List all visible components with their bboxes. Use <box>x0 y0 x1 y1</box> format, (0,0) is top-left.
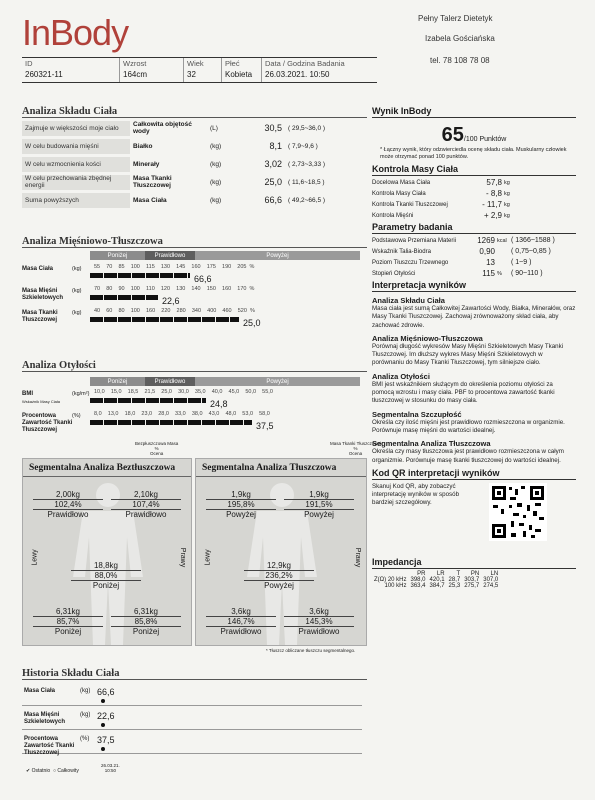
seg_lean-kg: 2,00kg <box>33 490 103 500</box>
head-normal: Prawidłowo <box>145 251 195 260</box>
history-legend <box>26 768 79 774</box>
obesity-bar <box>90 398 206 403</box>
mc-key: Kontrola Mięśni <box>372 212 414 219</box>
muscle_fat-bar <box>90 295 158 300</box>
interp-text: Określa czy ilość mięśni jest prawidłowo rozmieszczona w organizmie. Porównuje masę mięśni do wartości idealnej. <box>372 418 565 434</box>
ob-head-below: Poniżej <box>90 377 145 386</box>
seg_lean-eval: Prawidłowo <box>47 510 89 519</box>
mc-value: - 11,7 <box>482 200 502 209</box>
seg-fat-right: Prawy <box>354 547 362 568</box>
interp-title: Interpretacja wyników <box>372 280 576 292</box>
clinic-phone: tel. 78 108 78 08 <box>430 56 490 65</box>
obesity-row <box>22 389 372 409</box>
obesity-label-text: Procentowa Zawartość Tkanki Tłuszczowej <box>22 413 73 433</box>
interp-heading: Segmentalna Analiza Tłuszczowa <box>372 439 491 449</box>
comp-range: ( 7,9~9,6 ) <box>288 142 318 150</box>
param-unit: kcal <box>497 237 507 244</box>
seg_fat-pct: 195,8% <box>206 500 276 510</box>
seg-fat-title: Segmentalna Analiza Tłuszczowa <box>196 459 366 477</box>
composition-row <box>22 138 367 154</box>
seg_lean-cell <box>111 490 181 519</box>
seg_fat-cell <box>284 607 354 636</box>
id-label: ID <box>25 59 33 68</box>
muscle_fat-bar <box>90 317 239 322</box>
inbody-logo: InBody <box>22 12 129 53</box>
mc-key: Docelowa Masa Ciała <box>372 179 431 186</box>
muscle_fat-ticks: 40 60 80 100 160 220 280 340 400 460 520 % <box>94 308 255 314</box>
obesity-bar-value: 24,8 <box>210 399 228 409</box>
impedance-title: Impedancja <box>372 557 576 569</box>
history-unit: (kg) <box>80 688 91 694</box>
imp-val: 398,0 <box>410 576 426 583</box>
age-value: 32 <box>187 70 196 79</box>
mc-unit: kg <box>504 190 510 197</box>
comp-desc: W celu budowania mięśni <box>22 139 130 154</box>
comp-unit: (kg) <box>210 196 222 204</box>
param-unit: % <box>497 270 502 277</box>
comp-range: ( 29,5~36,0 ) <box>288 124 326 132</box>
history-row <box>22 684 362 706</box>
seg-lean-legend: Bezpłuszczowa Masa % Ocena <box>135 441 179 456</box>
obesity-unit: (%) <box>72 413 81 419</box>
seg_lean-kg: 6,31kg <box>111 607 181 617</box>
history-title: Historia Składu Ciała <box>22 668 367 680</box>
history-unit: (%) <box>80 736 90 742</box>
imp-val: 25,3 <box>448 582 461 589</box>
param-key: Stopień Otyłości <box>372 270 416 277</box>
obesity-ticks: 8,0 13,0 18,0 23,0 28,0 33,0 38,0 43,0 48,0 53,0 58,0 <box>94 411 270 417</box>
mass-control-row <box>372 189 576 198</box>
seg_lean-pct: 102,4% <box>33 500 103 510</box>
seg_fat-eval: Prawidłowo <box>220 627 262 636</box>
muscle_fat-unit: (kg) <box>72 310 82 316</box>
param-range: ( 1~9 ) <box>511 259 532 266</box>
seg_fat-kg: 12,9kg <box>244 561 314 571</box>
comp-name: Masa Ciała <box>133 196 167 204</box>
history-label: Masa Ciała <box>24 688 56 694</box>
param-key: Podstawowa Przemiana Materii <box>372 237 457 244</box>
comp-name: Masa Tkanki Tłuszczowej <box>133 175 172 189</box>
obesity-bar-value: 37,5 <box>256 421 274 431</box>
obesity-title: Analiza Otyłości <box>22 360 367 372</box>
date-value: 26.03.2021. 10:50 <box>265 70 330 79</box>
seg_lean-pct: 85,8% <box>111 617 181 627</box>
head-above: Powyżej <box>195 251 360 260</box>
muscle_fat-bar-value: 25,0 <box>243 318 261 328</box>
seg_fat-cell <box>244 561 314 590</box>
param-row <box>372 269 576 278</box>
composition-row <box>22 174 367 190</box>
muscle_fat-label-text: Masa Tkanki Tłuszczowej <box>22 310 58 323</box>
patient-info <box>22 57 377 83</box>
history-value: 37,5 <box>97 735 115 745</box>
composition-row <box>22 120 367 136</box>
composition-row <box>22 156 367 172</box>
imp-val: 363,4 <box>410 582 426 589</box>
muscle-fat-header <box>90 251 360 260</box>
muscle_fat-bar-value: 66,6 <box>194 274 212 284</box>
comp-desc: W celu przechowania zbędnej energii <box>22 175 130 190</box>
score-value: 65 <box>441 124 464 146</box>
imp-val: 28,7 <box>448 576 461 583</box>
interp-heading: Analiza Mięśniowo-Tłuszczowa <box>372 333 483 343</box>
obesity-sublabel: Wskaźnik Masy Ciała <box>22 399 61 404</box>
seg_lean-eval: Poniżej <box>54 627 82 636</box>
param-value: 13 <box>486 258 495 267</box>
mass-control-row <box>372 178 576 187</box>
seg_lean-cell <box>71 561 141 590</box>
comp-value: 3,02 <box>264 159 282 169</box>
mc-value: + 2,9 <box>483 211 502 220</box>
interp-text: BMI jest wskaźnikiem służącym do określenia poziomu otyłości za pomocą wzrostu i masy ciała. PBF to procentowa zawartość tkanki tłuszczowej w stosunku do masy ciała. <box>372 380 555 405</box>
history-label: Masa Mięśni Szkieletowych <box>24 712 66 725</box>
seg_fat-pct: 236,2% <box>244 571 314 581</box>
score-title: Wynik InBody <box>372 106 576 118</box>
imp-row-label: 100 kHz <box>384 582 407 589</box>
comp-desc: Suma powyższych <box>22 193 130 208</box>
mass-control-title: Kontrola Masy Ciała <box>372 164 576 176</box>
param-row <box>372 247 576 256</box>
comp-desc: Zajmuje w większości moje ciało <box>22 121 130 136</box>
muscle_fat-row <box>22 264 372 284</box>
mc-key: Kontrola Tkanki Tłuszczowej <box>372 201 448 208</box>
history-label: Procentowa Zawartość Tkanki Tłuszczowej <box>24 736 75 756</box>
param-key: Wskaźnik Talia-Biodra <box>372 248 431 255</box>
head-below: Poniżej <box>90 251 145 260</box>
obesity-bar <box>90 420 252 425</box>
history-row <box>22 708 362 730</box>
qr-code-icon[interactable] <box>489 483 547 541</box>
height-value: 164cm <box>123 70 148 79</box>
ob-head-normal: Prawidłowo <box>145 377 195 386</box>
composition-row <box>22 192 367 208</box>
seg_fat-cell <box>206 490 276 519</box>
seg_lean-kg: 2,10kg <box>111 490 181 500</box>
seg_lean-kg: 18,8kg <box>71 561 141 571</box>
mc-value: - 8,8 <box>485 189 502 198</box>
imp-col: LN <box>490 570 499 577</box>
mass-control-row <box>372 200 576 209</box>
imp-col: LR <box>436 570 445 577</box>
comp-name: Minerały <box>133 160 160 168</box>
seg_lean-eval: Poniżej <box>92 581 120 590</box>
clinic-name: Pełny Talerz Dietetyk <box>418 14 493 23</box>
seg_fat-kg: 1,9kg <box>206 490 276 500</box>
comp-value: 66,6 <box>264 195 282 205</box>
sex-value: Kobieta <box>225 70 253 79</box>
composition-title: Analiza Składu Ciała <box>22 106 367 118</box>
muscle_fat-ticks: 55 70 85 100 115 130 145 160 175 190 205 % <box>94 264 255 270</box>
seg-fat-legend: Masa Tkanki Tłuszczowej % Ocena <box>330 441 382 456</box>
seg_lean-eval: Prawidłowo <box>125 510 167 519</box>
interp-text: Masa ciała jest sumą Całkowitej Zawartości Wody, Białka, Minerałów, oraz Masy Tkanki Tłuszczowej. Zachowaj zrównoważony skład ciała, aby zachować zdrowie. <box>372 305 576 329</box>
muscle_fat-row <box>22 308 372 328</box>
seg_fat-eval: Prawidłowo <box>298 627 340 636</box>
obesity-header <box>90 377 360 386</box>
mc-value: 57,8 <box>486 178 502 187</box>
seg_lean-pct: 107,4% <box>111 500 181 510</box>
date-label: Data / Godzina Badania <box>265 59 345 68</box>
seg-note: * Tłuszcz obliczane tłuszczu segmentalnego. <box>266 648 356 653</box>
param-range: ( 0,75~0,85 ) <box>511 248 551 255</box>
mc-unit: kg <box>504 179 510 186</box>
score-box <box>372 124 576 147</box>
seg_lean-eval: Poniżej <box>132 627 160 636</box>
seg-lean-box <box>22 458 192 646</box>
param-value: 0,90 <box>479 247 495 256</box>
seg_fat-pct: 146,7% <box>206 617 276 627</box>
muscle-fat-title: Analiza Mięśniowo-Tłuszczowa <box>22 236 367 248</box>
muscle_fat-bar-value: 22,6 <box>162 296 180 306</box>
clinic-person: Izabela Gościańska <box>425 34 495 43</box>
history-point <box>101 747 105 751</box>
seg_fat-eval: Powyżej <box>226 510 256 519</box>
comp-range: ( 49,2~66,5 ) <box>288 196 326 204</box>
comp-unit: (kg) <box>210 160 222 168</box>
param-value: 1269 <box>477 236 495 245</box>
imp-col: PN <box>470 570 480 577</box>
score-suffix: /100 Punktów <box>463 136 507 143</box>
comp-name: Białko <box>133 142 153 150</box>
comp-unit: (L) <box>210 124 218 132</box>
ob-head-above: Powyżej <box>195 377 360 386</box>
seg_fat-cell <box>206 607 276 636</box>
imp-col: PR <box>417 570 426 577</box>
comp-value: 30,5 <box>264 123 282 133</box>
muscle_fat-ticks: 70 80 90 100 110 120 130 140 150 160 170 % <box>94 286 255 292</box>
param-range: ( 1366~1588 ) <box>511 237 555 244</box>
comp-name: Całkowita objętość wody <box>133 121 192 135</box>
legend-recent-icon: ✔ <box>26 768 31 774</box>
interp-heading: Analiza Otyłości <box>372 371 430 381</box>
comp-value: 25,0 <box>264 177 282 187</box>
qr-title: Kod QR interpretacji wyników <box>372 468 576 480</box>
param-value: 115 <box>482 269 495 278</box>
obesity-unit: (kg/m²) <box>72 391 90 397</box>
seg_fat-eval: Powyżej <box>264 581 294 590</box>
seg_fat-kg: 3,6kg <box>206 607 276 617</box>
obesity-row <box>22 411 372 431</box>
sex-label: Płeć <box>225 59 240 68</box>
seg_fat-pct: 145,3% <box>284 617 354 627</box>
legend-recent: Ostatnio <box>31 768 51 774</box>
comp-desc: W celu wzmocnienia kości <box>22 157 130 172</box>
param-row <box>372 258 576 267</box>
interp-text: Określa czy masy tłuszczowa jest prawidłowo rozmieszczona w całym organizmie. Porównuje masę tkanki tłuszczowej do wartości idealnej. <box>372 448 564 464</box>
param-range: ( 90~110 ) <box>511 270 543 277</box>
score-note: * Łączny wynik, który odzwierciedla ocenę składu ciała. Muskularny człowiek może otrzymać ponad 100 punktów. <box>380 147 567 160</box>
interp-heading: Segmentalna Szczupłość <box>372 409 462 419</box>
seg-lean-title: Segmentalna Analiza Beztłuszczowa <box>23 459 191 477</box>
obesity-ticks: 10,0 15,0 18,5 21,5 25,0 30,0 35,0 40,0 45,0 50,0 55,0 <box>94 389 273 395</box>
seg_fat-kg: 3,6kg <box>284 607 354 617</box>
seg_fat-eval: Powyżej <box>304 510 334 519</box>
comp-value: 8,1 <box>269 141 282 151</box>
mc-unit: kg <box>504 212 510 219</box>
interp-heading: Analiza Składu Ciała <box>372 296 445 305</box>
muscle_fat-bar <box>90 273 190 278</box>
seg_lean-pct: 88,0% <box>71 571 141 581</box>
imp-val: 275,7 <box>464 582 480 589</box>
params-title: Parametry badania <box>372 222 576 234</box>
legend-total: Całkowity <box>57 768 79 774</box>
imp-val: 307,0 <box>483 576 499 583</box>
mc-key: Kontrola Masy Ciała <box>372 190 426 197</box>
comp-unit: (kg) <box>210 178 222 186</box>
imp-val: 303,7 <box>464 576 480 583</box>
history-point <box>101 699 105 703</box>
imp-val: 384,7 <box>429 582 445 589</box>
obesity-label-text: BMI <box>22 391 33 397</box>
mass-control-row <box>372 211 576 220</box>
seg_lean-cell <box>33 490 103 519</box>
param-row <box>372 236 576 245</box>
seg-lean-left: Lewy <box>31 549 39 566</box>
seg_lean-cell <box>33 607 103 636</box>
param-key: Poziom Tłuszczu Trzewnego <box>372 259 449 266</box>
mc-unit: kg <box>504 201 510 208</box>
history-row <box>22 732 362 754</box>
muscle_fat-label-text: Masa Mięśni Szkieletowych <box>22 288 64 301</box>
imp-val: 420,1 <box>429 576 445 583</box>
muscle_fat-unit: (kg) <box>72 288 82 294</box>
seg_fat-kg: 1,9kg <box>284 490 354 500</box>
history-unit: (kg) <box>80 712 91 718</box>
seg_lean-cell <box>111 607 181 636</box>
interp-text: Porównaj długość wykresów Masy Mięśni Szkieletowych Masy Tkanki Tłuszczowej. Im dłuższy wykres Masy Mięśni Szkieletowych w porównaniu do Masy Tkanki Tłuszczowej, tym silniejsze ciało. <box>372 342 564 367</box>
muscle_fat-label-text: Masa Ciała <box>22 266 54 272</box>
history-value: 66,6 <box>97 687 115 697</box>
history-point <box>101 723 105 727</box>
history-value: 22,6 <box>97 711 115 721</box>
comp-range: ( 2,73~3,33 ) <box>288 160 326 168</box>
impedance-table <box>372 571 500 589</box>
id-value: 260321-11 <box>25 70 63 79</box>
seg-lean-right: Prawy <box>179 547 187 568</box>
seg-fat-left: Lewy <box>204 549 212 566</box>
comp-range: ( 11,6~18,5 ) <box>288 178 325 186</box>
imp-val: 274,5 <box>483 582 499 589</box>
muscle_fat-unit: (kg) <box>72 266 82 272</box>
qr-text: Skanuj Kod QR, aby zobaczyć interpretację wyników w sposób bardziej szczegółowy. <box>372 482 460 507</box>
history-date: 26.03.21. 10:50 <box>101 763 120 773</box>
seg-fat-box <box>195 458 367 646</box>
height-label: Wzrost <box>123 59 147 68</box>
seg_fat-cell <box>284 490 354 519</box>
muscle_fat-row <box>22 286 372 306</box>
comp-unit: (kg) <box>210 142 222 150</box>
age-label: Wiek <box>187 59 204 68</box>
imp-col: T <box>456 570 461 577</box>
seg_lean-kg: 6,31kg <box>33 607 103 617</box>
seg_fat-pct: 191,5% <box>284 500 354 510</box>
seg_lean-pct: 85,7% <box>33 617 103 627</box>
legend-total-icon: ○ <box>53 768 57 774</box>
imp-row-label: Z(Ω) 20 kHz <box>374 576 407 583</box>
right-panel <box>372 106 576 589</box>
